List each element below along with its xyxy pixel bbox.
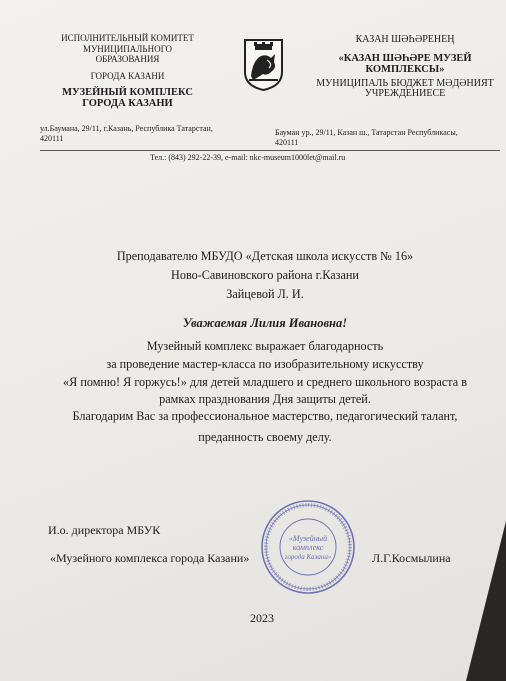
address-line: ул.Баумана, 29/11, г.Казань, Республика Татарстан, (40, 124, 213, 133)
address-line: 420111 (40, 133, 64, 143)
header-left-line: ОБРАЗОВАНИЯ (95, 54, 160, 64)
header-right-type: УЧРЕЖДЕНИЕСЕ (364, 88, 446, 99)
header-left-line: ИСПОЛНИТЕЛЬНЫЙ КОМИТЕТ (61, 33, 194, 43)
address-line: Бауман ур., 29/11, Казан ш., Татарстан Республикасы, (275, 128, 458, 137)
header-left-org: ГОРОДА КАЗАНИ (82, 98, 173, 109)
body-line: за проведение мастер-класса по изобразительному искусству (106, 357, 424, 371)
stamp-text: «Музейный (288, 534, 328, 543)
address-right (275, 128, 500, 147)
header-right-org: КОМПЛЕКСЫ» (365, 63, 445, 75)
header-right-type: МУНИЦИПАЛЬ БЮДЖЕТ МӘДӘНИЯТ (316, 77, 494, 89)
greeting: Уважаемая Лилия Ивановна! (182, 316, 348, 330)
recipient-block (30, 248, 500, 302)
header-right-org: «КАЗАН ШӘҺӘРЕ МУЗЕЙ (338, 52, 472, 64)
stamp-text: комплекс (292, 543, 324, 552)
header-left (40, 33, 215, 109)
signature-title: И.о. директора МБУК (48, 523, 161, 537)
contact-line: Тел.: (843) 292-22-39, e-mail: nkc-museum1000let@mail.ru (150, 153, 346, 162)
body-line: рамках празднования Дня защиты детей. (159, 392, 371, 406)
address-line: 420111 (275, 137, 299, 147)
signature-org: «Музейного комплекса города Казани» (50, 551, 250, 565)
header-right (295, 35, 506, 100)
header-divider (40, 150, 500, 151)
kazan-coat-of-arms-icon (241, 36, 286, 92)
body-line: преданность своему делу. (198, 430, 332, 444)
background-corner (466, 521, 506, 681)
stamp-text: города Казани» (284, 553, 332, 561)
signature-name: Л.Г.Космылина (372, 551, 451, 565)
header-left-line: МУНИЦИПАЛЬНОГО (82, 43, 173, 54)
year: 2023 (250, 611, 274, 625)
body-line: Благодарим Вас за профессиональное мастерство, педагогический талант, (72, 409, 458, 423)
header-right-line: КАЗАН ШӘҺӘРЕНЕҢ (355, 34, 455, 45)
recipient-line: Зайцевой Л. И. (226, 287, 304, 301)
recipient-line: Ново-Савиновского района г.Казани (171, 268, 359, 282)
header-left-line: ГОРОДА КАЗАНИ (90, 70, 165, 81)
official-stamp-icon (258, 497, 358, 597)
body-line: Музейный комплекс выражает благодарность (146, 339, 384, 353)
letter-body (30, 338, 500, 445)
address-left (40, 124, 260, 143)
body-line: «Я помню! Я горжусь!» для детей младшего и среднего школьного возраста в (63, 375, 467, 389)
header-left-org: МУЗЕЙНЫЙ КОМПЛЕКС (62, 87, 193, 98)
recipient-line: Преподавателю МБУДО «Детская школа искусств № 16» (116, 249, 414, 263)
